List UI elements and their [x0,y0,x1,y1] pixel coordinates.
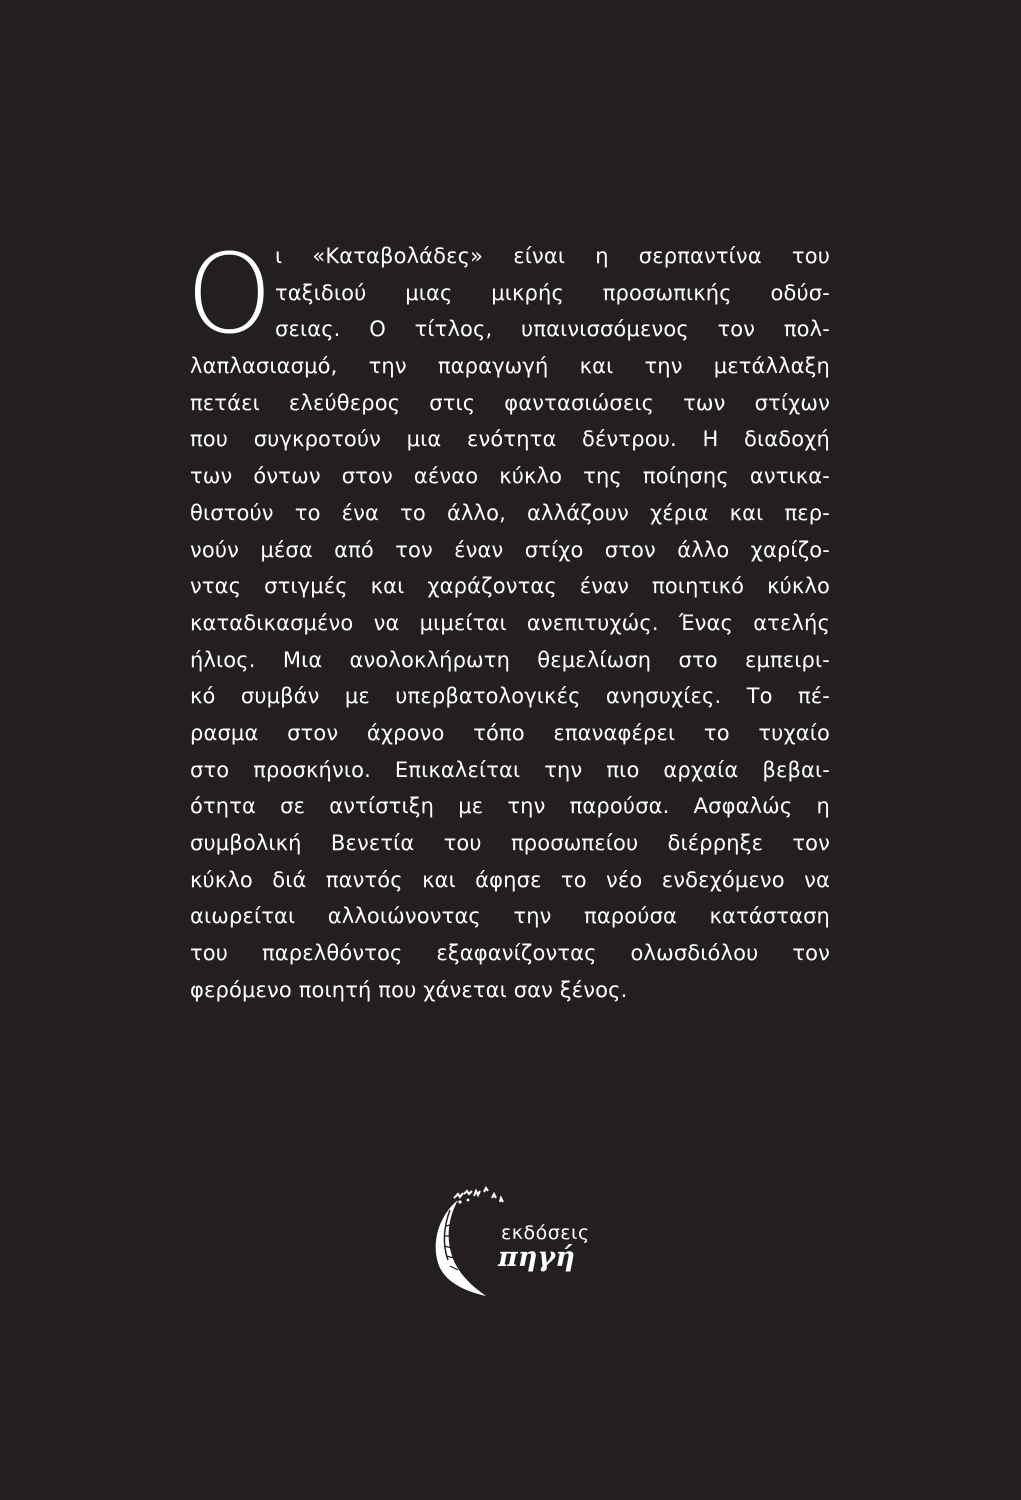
blurb-line: ήλιος. Μια ανολοκλήρωτη θεμελίωση στο εμπειρι- [190,647,830,672]
blurb-line: ρασμα στον άχρονο τόπο επαναφέρει το τυχαίο [190,720,830,745]
blurb-line: καταδικασμένο να μιμείται ανεπιτυχώς. Ένας ατελής [190,610,830,635]
blurb-line: κό συμβάν με υπερβατολογικές ανησυχίες. Το πέ- [190,684,830,709]
blurb-line: των όντων στον αέναο κύκλο της ποίησης αντικα- [190,464,830,489]
blurb-line: ι «Καταβολάδες» είναι η σερπαντίνα του [275,244,830,268]
blurb-line: νούν μέσα από τον έναν στίχο στον άλλο χαρίζο- [190,537,830,562]
blurb-line: συμβολική Βενετία του προσωπείου διέρρηξε τον [190,831,830,855]
blurb-line: λαπλασιασμό, την παραγωγή και την μετάλλαξη [190,354,830,379]
blurb-line: ότητα σε αντίστιξη με την παρούσα. Ασφαλώς η [190,794,830,819]
publisher-logo [428,1186,598,1298]
blurb-line: ντας στιγμές και χαράζοντας έναν ποιητικό κύκλο [190,574,830,599]
publisher-name-line1: εκδόσεις [501,1222,590,1244]
drop-cap: Ο [186,230,273,358]
blurb-line: σειας. Ο τίτλος, υπαινισσόμενος τον πολ- [275,317,830,342]
publisher-name-line2: πηγή [498,1242,575,1273]
blurb-line: θιστούν το ένα το άλλο, αλλάζουν χέρια και περ- [190,500,830,525]
feather-birds-icon [428,1186,508,1298]
blurb-line: κύκλο διά παντός και άφησε το νέο ενδεχόμενο να [190,867,830,892]
blurb-line: στο προσκήνιο. Επικαλείται την πιο αρχαία βεβαι- [190,757,830,782]
blurb-text [186,230,830,1008]
blurb-line: φερόμενο ποιητή που χάνεται σαν ξένος. [190,977,628,1002]
blurb-line: του παρελθόντος εξαφανίζοντας ολωσδιόλου τον [190,941,830,966]
blurb-line: αιωρείται αλλοιώνοντας την παρούσα κατάσταση [190,904,830,929]
blurb-line: που συγκροτούν μια ενότητα δέντρου. Η διαδοχή [190,427,830,452]
blurb-line: πετάει ελεύθερος στις φαντασιώσεις των στίχων [190,390,830,415]
blurb-line: ταξιδιού μιας μικρής προσωπικής οδύσ- [275,280,830,305]
